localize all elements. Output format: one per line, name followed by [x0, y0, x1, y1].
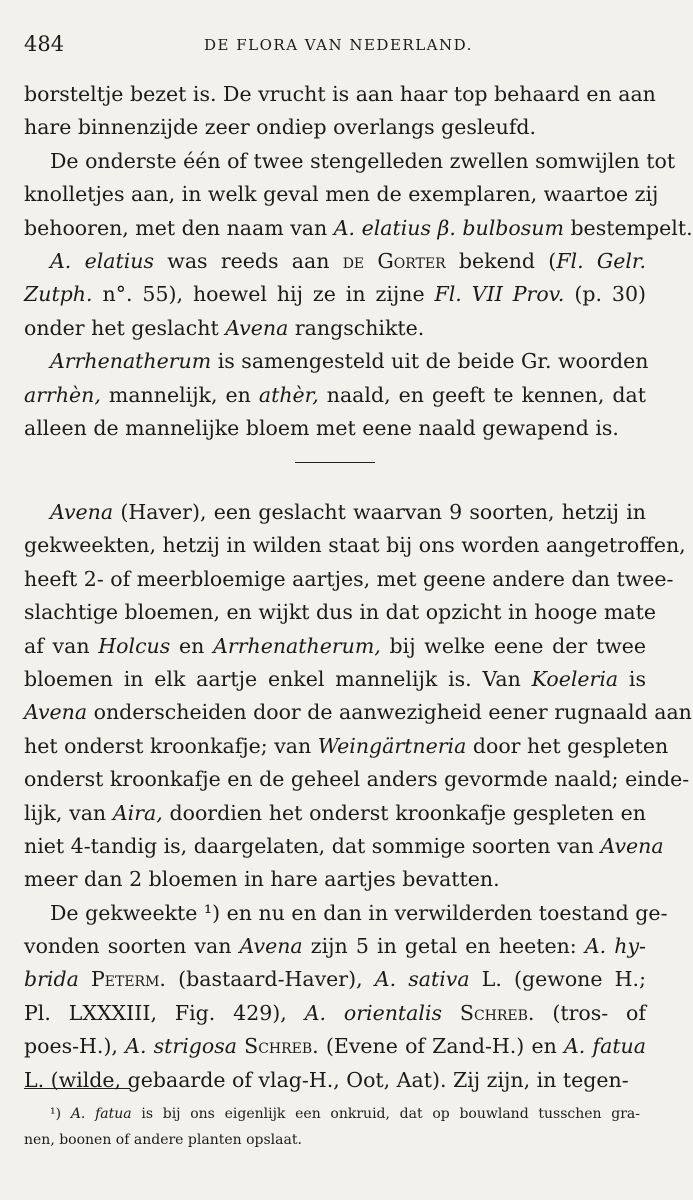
italic-term: Aira,: [112, 800, 163, 825]
author-name: Schreb.: [459, 1000, 535, 1025]
text-segment: n°. 55), hoewel hij ze in zijne: [92, 282, 435, 307]
text-segment: rangschikte.: [288, 315, 425, 340]
text-segment: borsteltje bezet is. De vrucht is aan haar top behaard en aan: [24, 82, 656, 106]
italic-term: Avena: [24, 700, 88, 725]
text-segment: bekend (: [445, 248, 557, 273]
text-segment: door het gespleten: [466, 733, 669, 758]
text-line: [24, 111, 646, 144]
text-segment: (Evene of Zand-H.) en: [318, 1034, 564, 1059]
text-segment: nen, boonen of andere planten opslaat.: [24, 1132, 302, 1148]
text-segment: ¹): [50, 1106, 71, 1122]
italic-term: A. fatua: [70, 1106, 132, 1122]
italic-term: A. hy-: [584, 934, 646, 959]
text-line: [24, 730, 669, 763]
text-segment: af van: [24, 633, 99, 658]
text-segment: bij welke eene der twee: [380, 633, 646, 658]
text-segment: onderst kroonkafje en de geheel anders gevormde naald; einde-: [24, 767, 690, 792]
author-name: de Gorter: [342, 248, 446, 273]
text-segment: De onderste één of twee stengelleden zwellen somwijlen tot: [50, 148, 676, 173]
running-title: DE FLORA VAN NEDERLAND.: [204, 36, 473, 54]
italic-term: athèr,: [258, 382, 319, 407]
text-segment: heeft 2- of meerbloemige aartjes, met geene andere dan twee-: [24, 566, 674, 591]
italic-term: Avena: [239, 934, 303, 959]
text-segment: mannelijk, en: [100, 382, 259, 407]
text-line: [24, 863, 646, 896]
text-line: [24, 212, 693, 245]
italic-term: Holcus: [98, 633, 171, 658]
text-line: [24, 529, 686, 562]
text-line: [24, 1030, 646, 1063]
footnotes: [24, 1101, 640, 1153]
text-line: [24, 797, 646, 830]
italic-term: A. elatius β. bulbosum: [333, 215, 564, 240]
text-segment: bloemen in elk aartje enkel mannelijk is. Van: [24, 666, 532, 691]
section-divider: [295, 462, 375, 463]
italic-term: A. sativa: [374, 967, 470, 992]
text-segment: doordien het onderst kroonkafje gespleten en: [162, 800, 646, 825]
text-segment: De gekweekte ¹) en nu en dan in verwilderden toestand ge-: [50, 900, 668, 925]
text-segment: het onderst kroonkafje; van: [24, 733, 318, 758]
footnote-line: [24, 1127, 640, 1153]
text-line: [24, 930, 646, 963]
text-segment: vonden soorten van: [24, 934, 240, 959]
text-line: [24, 963, 646, 996]
text-segment: (tros- of: [534, 1000, 646, 1025]
italic-term: Arrhenatherum,: [213, 633, 381, 658]
italic-term: Avena: [50, 500, 114, 524]
text-segment: is samengesteld uit de beide Gr. woorden: [211, 349, 649, 374]
text-segment: slachtige bloemen, en wijkt dus in dat opzicht in hooge mate: [24, 600, 656, 625]
italic-term: arrhèn,: [24, 382, 101, 407]
text-segment: [79, 967, 91, 991]
text-line: [24, 312, 646, 345]
text-segment: Pl. LXXXIII, Fig. 429),: [24, 1000, 305, 1025]
text-segment: lijk, van: [24, 800, 113, 825]
italic-term: A. fatua: [564, 1034, 646, 1059]
text-segment: alleen de mannelijke bloem met eene naald gewapend is.: [24, 415, 619, 440]
text-segment: is: [618, 666, 646, 691]
avena-text-block: [24, 496, 692, 1097]
text-segment: knolletjes aan, in welk geval men de exemplaren, waartoe zij: [24, 182, 659, 207]
text-line: [24, 563, 674, 596]
italic-term: A. orientalis: [304, 1000, 443, 1025]
text-line: [24, 379, 646, 412]
text-line: [24, 496, 646, 529]
text-segment: is bij ons eigenlijk een onkruid, dat op bouwland tusschen gra-: [131, 1106, 641, 1122]
text-segment: en: [170, 633, 214, 658]
italic-term: A. elatius: [50, 248, 155, 273]
page-header: [24, 28, 654, 58]
text-segment: meer dan 2 bloemen in hare aartjes bevatten.: [24, 867, 500, 892]
footnote-divider: [24, 1088, 130, 1089]
text-line: [24, 663, 646, 696]
text-segment: zijn 5 in getal en heeten:: [302, 934, 585, 959]
text-line: [24, 630, 646, 663]
text-segment: (p. 30): [564, 282, 646, 307]
text-segment: niet 4-tandig is, daargelaten, dat sommige soorten van: [24, 833, 601, 858]
italic-term: Avena: [600, 833, 664, 858]
text-line: [24, 763, 690, 796]
text-segment: naald, en geeft te kennen, dat: [318, 382, 646, 407]
text-line: [24, 596, 656, 629]
text-line: [24, 997, 646, 1030]
italic-term: Weingärtneria: [317, 733, 467, 758]
author-name: Schreb.: [244, 1034, 319, 1059]
text-segment: (bastaard-Haver),: [165, 967, 375, 992]
text-line: [24, 897, 668, 930]
arrhenatherum-text-block: [24, 78, 693, 445]
text-segment: was reeds aan: [154, 248, 343, 273]
text-line: [24, 412, 646, 445]
italic-term: A. strigosa: [125, 1034, 237, 1059]
text-segment: [442, 1001, 460, 1025]
text-segment: poes-H.),: [24, 1034, 126, 1059]
italic-term: Fl. VII Prov.: [434, 282, 565, 307]
text-segment: L. (gewone H.;: [469, 967, 646, 992]
footnote-line: [24, 1101, 640, 1127]
italic-term: Arrhenatherum: [50, 349, 212, 374]
author-name: Peterm.: [90, 967, 166, 992]
text-segment: bestempelt.: [563, 215, 693, 240]
text-line: [24, 178, 659, 211]
page-number: 484: [24, 32, 65, 56]
italic-term: Koeleria: [531, 666, 619, 691]
italic-term: Fl. Gelr.: [556, 248, 646, 273]
text-line: [24, 278, 646, 311]
text-segment: gekweekten, hetzij in wilden staat bij ons worden aangetroffen,: [24, 533, 686, 558]
text-segment: (Haver), een geslacht waarvan 9 soorten, hetzij in: [113, 500, 646, 524]
text-segment: onderscheiden door de aanwezigheid eener rugnaald aan: [87, 700, 692, 725]
text-segment: onder het geslacht: [24, 315, 226, 340]
text-line: [24, 1064, 646, 1097]
text-line: [24, 696, 692, 729]
text-line: [24, 830, 664, 863]
text-line: [24, 345, 649, 378]
text-line: [24, 78, 656, 111]
italic-term: Zutph.: [24, 282, 93, 307]
text-segment: behooren, met den naam van: [24, 215, 334, 240]
text-segment: L. (wilde, gebaarde of vlag-H., Oot, Aat). Zij zijn, in tegen-: [24, 1067, 629, 1092]
text-line: [24, 245, 646, 278]
text-segment: hare binnenzijde zeer ondiep overlangs gesleufd.: [24, 115, 537, 140]
text-line: [24, 145, 676, 178]
italic-term: brida: [24, 967, 79, 992]
italic-term: Avena: [225, 315, 289, 340]
